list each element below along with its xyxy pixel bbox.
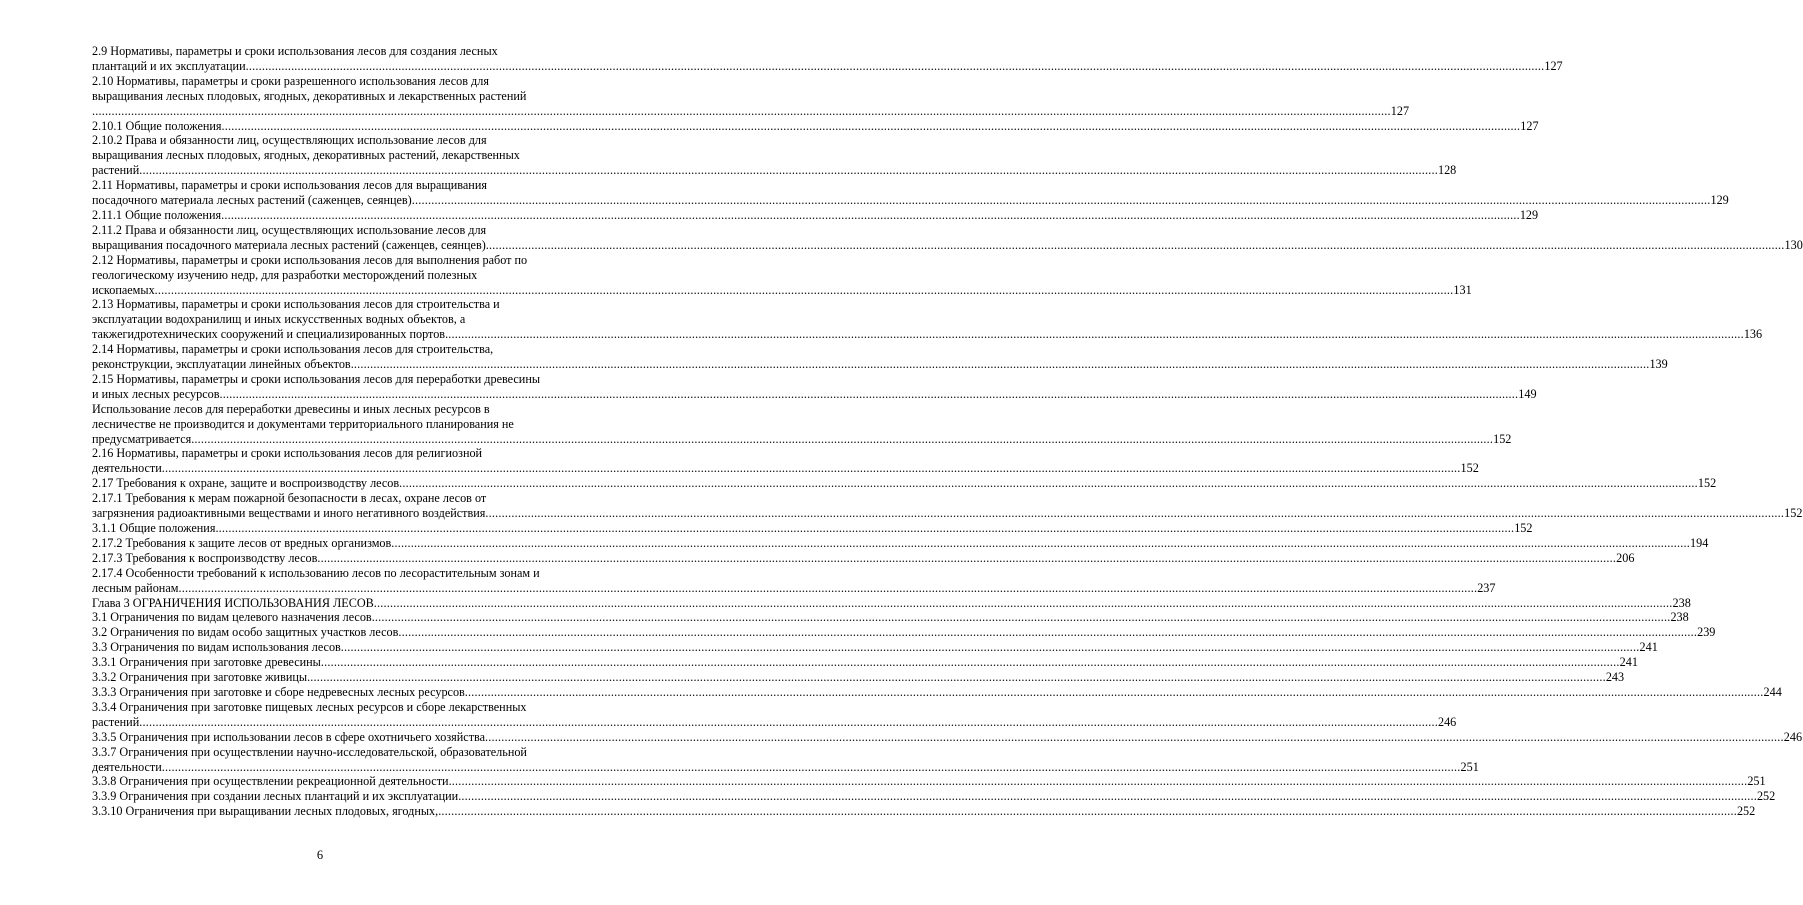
toc-entry[interactable] [92,491,1803,521]
toc-entry[interactable] [92,655,1638,670]
toc-entry-title: предусматривается. [92,431,195,446]
toc-entry-title: растений [92,163,140,178]
toc-page-number: 129 [1519,207,1539,222]
dot-leader: ................................................................................................................................................................................................................................................................................................................................................................................................................ [485,237,1785,252]
toc-page-number: 127 [1544,58,1563,73]
toc-entry[interactable] [92,252,1472,298]
toc-page-number: 244 [1763,684,1782,699]
toc-page-number: 128 [1437,163,1457,178]
dot-leader: ................................................................................................................................................................................................................................................................................................................................................................................................................ [371,610,1671,625]
toc-page-number: 237 [1477,580,1496,595]
toc-page-number: 152 [1697,476,1717,491]
toc-entry[interactable] [92,729,1803,745]
toc-page-number: 152 [1784,506,1803,521]
dot-leader: ................................................................................................................................................................................................................................................................................................................................................................................................................ [194,431,1494,446]
toc-entry-title: посадочного материала лесных растений (саженцев, сеянцев) [92,193,412,208]
toc-entry-text: 2.14 Нормативы, параметры и сроки использования лесов для строительства, [92,342,494,357]
dot-leader: ................................................................................................................................................................................................................................................................................................................................................................................................................ [92,103,1391,118]
toc-page-number: 238 [1670,610,1689,625]
dot-leader: ................................................................................................................................................................................................................................................................................................................................................................................................................ [445,327,1744,342]
toc-entry-text: 2.17.4 Особенности требований к использованию лесов по лесорастительным зонам и [92,565,540,580]
toc-entry-text: 2.16 Нормативы, параметры и сроки использования лесов для религиозной [92,446,483,461]
dot-leader: ................................................................................................................................................................................................................................................................................................................................................................................................................ [161,759,1461,774]
toc-entry-title: и иных лесных ресурсов [92,386,220,401]
toc-entry-title: 3.3.5 Ограничения при использовании лесов в сфере охотничьего хозяйства [92,729,486,744]
toc-entry-text: 2.17.1 Требования к мерам пожарной безопасности в лесах, охране лесов от [92,491,487,506]
toc-entry[interactable] [92,625,1716,640]
toc-page-number: 252 [1756,789,1776,804]
dot-leader: ................................................................................................................................................................................................................................................................................................................................................................................................................ [178,580,1478,595]
toc-entry-title: Глава 3 ОГРАНИЧЕНИЯ ИСПОЛЬЗОВАНИЯ ЛЕСОВ [92,595,374,610]
dot-leader: ................................................................................................................................................................................................................................................................................................................................................................................................................ [215,521,1515,535]
toc-entry-title: лесным районам [92,580,179,595]
toc-entry-text: лесничестве не производится и документами территориального планирования не [92,416,514,431]
toc-page-number: 131 [1453,282,1472,297]
dot-leader: ................................................................................................................................................................................................................................................................................................................................................................................................................ [398,625,1698,640]
toc-entry[interactable] [92,774,1766,789]
dot-leader: ................................................................................................................................................................................................................................................................................................................................................................................................................ [139,714,1438,729]
dot-leader: ................................................................................................................................................................................................................................................................................................................................................................................................................ [139,163,1438,178]
toc-entry[interactable] [92,535,1709,551]
toc-page-number: 194 [1690,535,1709,550]
toc-entry-title: ископаемых [92,282,155,297]
toc-entry-title: деятельности [92,759,162,774]
toc-entry-text: 2.10 Нормативы, параметры и сроки разрешенного использования лесов для [92,73,489,88]
dot-leader: ................................................................................................................................................................................................................................................................................................................................................................................................................ [448,774,1748,789]
toc-entry[interactable] [92,789,1776,804]
toc-page-number: 152 [1514,521,1533,535]
toc-entry-title: 3.3 Ограничения по видам использования лесов [92,640,341,655]
toc-entry-text: эксплуатации водохранилищ и иных искусственных водных объектов, а [92,312,466,327]
toc-entry-text: 2.15 Нормативы, параметры и сроки использования лесов для переработки древесины [92,371,541,386]
toc-page-number: 239 [1697,625,1716,640]
toc-entry[interactable] [92,684,1782,700]
toc-entry-title: выращивания посадочного материала лесных растений (саженцев, сеянцев) [92,237,486,252]
toc-entry-title: 2.17.3 Требования к воспроизводству лесов [92,550,318,565]
dot-leader: ................................................................................................................................................................................................................................................................................................................................................................................................................ [154,282,1454,297]
toc-entry[interactable] [92,178,1729,208]
toc-entry-text: 3.3.7 Ограничения при осуществлении научно-исследовательской, образовательной [92,744,527,759]
toc-entry[interactable] [92,804,1756,819]
toc-page-number: 251 [1460,759,1479,774]
dot-leader: ................................................................................................................................................................................................................................................................................................................................................................................................................ [458,789,1757,804]
toc-entry[interactable] [92,371,1537,402]
toc-entry[interactable] [92,565,1496,596]
toc-entry-title: 2.17.2 Требования к защите лесов от вредных организмов [92,535,392,550]
dot-leader: ................................................................................................................................................................................................................................................................................................................................................................................................................ [411,193,1711,208]
toc-page-number: 206 [1616,550,1635,565]
toc-page-number: 139 [1649,357,1668,372]
dot-leader: ................................................................................................................................................................................................................................................................................................................................................................................................................ [350,357,1650,372]
page-number: 6 [316,848,324,862]
dot-leader: ................................................................................................................................................................................................................................................................................................................................................................................................................ [245,58,1545,73]
toc-entry[interactable] [92,297,1763,342]
toc-entry-text: 3.3.4 Ограничения при заготовке пищевых лесных ресурсов и сборе лекарственных [92,699,527,714]
toc-entry-text: геологическому изучению недр, для разработки месторождений полезных [92,267,478,282]
dot-leader: ................................................................................................................................................................................................................................................................................................................................................................................................................ [485,506,1785,521]
toc-entry-title: растений [92,714,140,729]
toc-entry-title: 3.1.1 Общие положения [92,521,216,535]
table-of-contents [92,44,1803,819]
toc-entry[interactable] [92,73,1410,119]
dot-leader: ................................................................................................................................................................................................................................................................................................................................................................................................................ [307,670,1606,685]
toc-entry-title: плантаций и их эксплуатации [92,58,246,73]
toc-entry-title: такжегидротехнических сооружений и специализированных портов [92,327,446,342]
toc-entry-text: Использование лесов для переработки древесины и иных лесных ресурсов в [92,401,490,416]
toc-entry[interactable] [92,44,1563,74]
toc-page-number: 152 [1460,461,1479,476]
dot-leader: ................................................................................................................................................................................................................................................................................................................................................................................................................ [161,461,1461,476]
toc-entry-text: 2.11.2 Права и обязанности лиц, осуществляющих использование лесов для [92,222,487,237]
toc-page-number: 241 [1619,655,1638,670]
toc-entry-title: 3.2 Ограничения по видам особо защитных участков лесов [92,625,399,640]
toc-entry-title: 3.3.2 Ограничения при заготовке живицы [92,670,308,685]
dot-leader: ................................................................................................................................................................................................................................................................................................................................................................................................................ [464,684,1764,699]
toc-entry[interactable] [92,699,1457,730]
toc-entry[interactable] [92,670,1625,685]
toc-entry-title: 3.3.10 Ограничения при выращивании лесных плодовых, ягодных, [92,804,439,819]
toc-page-number: 252 [1736,804,1756,819]
toc-page-number: 127 [1520,118,1539,133]
toc-entry-text: 2.12 Нормативы, параметры и сроки использования лесов для выполнения работ по [92,252,528,267]
toc-entry[interactable] [92,222,1803,253]
toc-entry-title: 2.11.1 Общие положения [92,207,222,222]
toc-entry[interactable] [92,401,1512,447]
dot-leader: ................................................................................................................................................................................................................................................................................................................................................................................................................ [485,729,1784,744]
dot-leader: ................................................................................................................................................................................................................................................................................................................................................................................................................ [317,550,1617,565]
toc-entry-text: 2.13 Нормативы, параметры и сроки использования лесов для строительства и [92,297,500,312]
toc-entry-title: 3.3.9 Ограничения при создании лесных плантаций и их эксплуатации [92,789,459,804]
toc-entry-text: 2.10.2 Права и обязанности лиц, осуществляющих использование лесов для [92,133,487,148]
dot-leader: ................................................................................................................................................................................................................................................................................................................................................................................................................ [391,535,1691,550]
toc-entry-title: загрязнения радиоактивными веществами и иного негативного воздействия [92,506,486,521]
toc-entry[interactable] [92,610,1689,625]
toc-entry[interactable] [92,595,1691,611]
toc-entry[interactable] [92,342,1668,372]
toc-page-number: 251 [1747,774,1766,789]
toc-entry[interactable] [92,118,1539,134]
dot-leader: ................................................................................................................................................................................................................................................................................................................................................................................................................ [399,476,1698,491]
toc-entry[interactable] [92,207,1539,223]
toc-entry-title: 2.17 Требования к охране, защите и воспроизводству лесов [92,476,400,491]
toc-entry[interactable] [92,640,1658,655]
toc-page-number: 238 [1672,595,1691,610]
toc-page-number: 246 [1437,714,1457,729]
dot-leader: ................................................................................................................................................................................................................................................................................................................................................................................................................ [219,386,1519,401]
toc-entry[interactable] [92,550,1635,566]
toc-page-number: 130 [1784,237,1803,252]
toc-entry-text: 2.9 Нормативы, параметры и сроки использования лесов для создания лесных [92,44,498,58]
dot-leader: ................................................................................................................................................................................................................................................................................................................................................................................................................ [320,655,1620,670]
toc-entry[interactable] [92,133,1457,178]
toc-entry-title: 3.3.8 Ограничения при осуществлении рекреационной деятельности [92,774,449,789]
toc-entry[interactable] [92,521,1533,536]
dot-leader: ................................................................................................................................................................................................................................................................................................................................................................................................................ [438,804,1737,819]
dot-leader: ................................................................................................................................................................................................................................................................................................................................................................................................................ [340,640,1640,655]
toc-entry-title: реконструкции, эксплуатации линейных объектов [92,357,351,372]
toc-entry-text: выращивания лесных плодовых, ягодных, декоративных растений, лекарственных [92,148,520,163]
toc-page-number: 149 [1518,386,1537,401]
toc-page-number: 241 [1639,640,1658,655]
toc-entry[interactable] [92,476,1717,491]
toc-entry[interactable] [92,744,1479,775]
toc-page-number: 129 [1710,193,1729,208]
toc-page-number: 127 [1390,103,1410,118]
toc-entry[interactable] [92,446,1479,476]
toc-page-number: 246 [1783,729,1803,744]
toc-entry-title: деятельности [92,461,162,476]
toc-entry-title: 3.1 Ограничения по видам целевого назначения лесов [92,610,372,625]
toc-entry-title: 3.3.1 Ограничения при заготовке древесины [92,655,321,670]
dot-leader: ................................................................................................................................................................................................................................................................................................................................................................................................................ [221,207,1520,222]
toc-entry-title: 2.10.1 Общие положения [92,118,222,133]
toc-page-number: 136 [1743,327,1763,342]
dot-leader: ................................................................................................................................................................................................................................................................................................................................................................................................................ [221,118,1521,133]
toc-page-number: 243 [1605,670,1625,685]
toc-entry-title: 3.3.3 Ограничения при заготовке и сборе недревесных лесных ресурсов [92,684,465,699]
dot-leader: ................................................................................................................................................................................................................................................................................................................................................................................................................ [373,595,1673,610]
toc-entry-text: 2.11 Нормативы, параметры и сроки использования лесов для выращивания [92,178,487,193]
toc-entry-text: выращивания лесных плодовых, ягодных, декоративных и лекарственных растений [92,88,527,103]
toc-page-number: 152 [1493,431,1512,446]
